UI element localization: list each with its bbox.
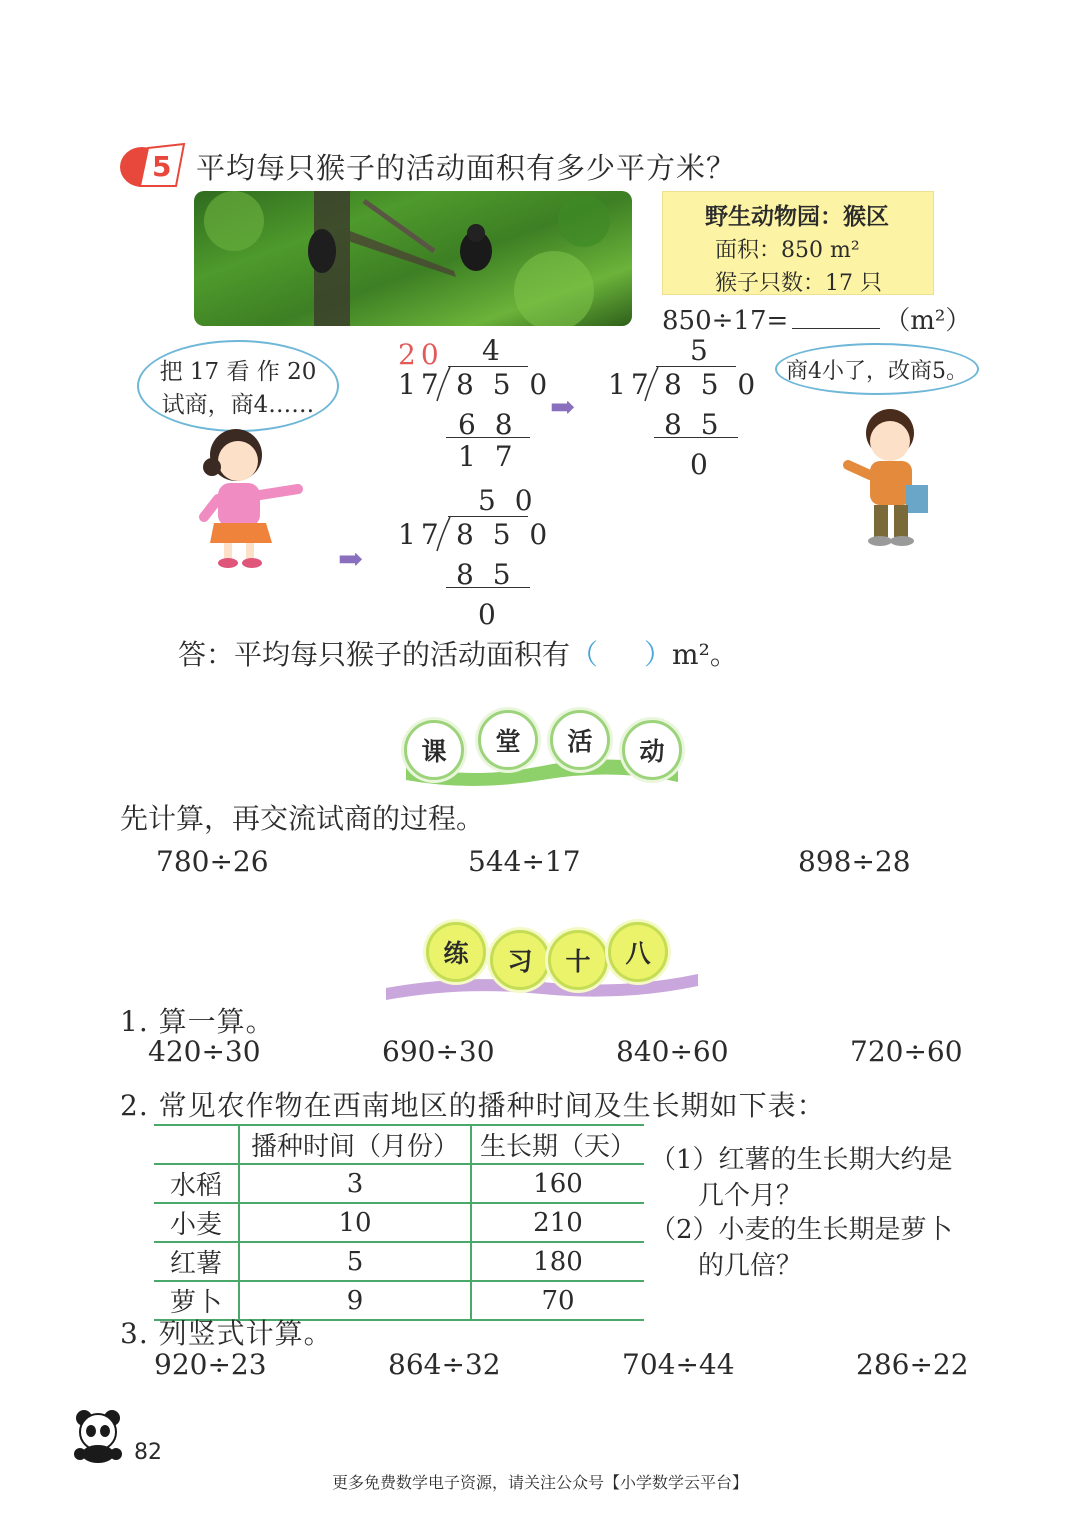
equation-unit: （m²） [884,306,972,336]
activity-problem: 898÷28 [798,845,911,878]
girl-speech-line2: 试商，商4…… [161,392,315,418]
div3-top-line [448,516,528,517]
div1-top-line [448,366,528,367]
girl-speech-line1: 把 17 看 作 20 [159,359,317,385]
info-count: 猴子只数：17 只 [715,271,882,296]
answer-paren-open: （ [570,638,599,671]
div2-remainder: 0 [690,448,713,481]
div2-bracket [644,366,660,406]
example-number: 5 [152,150,172,183]
answer-text: 答：平均每只猴子的活动面积有 [178,638,571,671]
div3-sub-line [446,587,530,588]
activity-header [402,706,682,790]
exercise-header-char: 习 [490,930,550,990]
table-cell: 70 [471,1281,644,1320]
boy-speech-text: 商4小了，改商5。 [786,358,968,384]
div3-quotient: 5 0 [478,484,538,517]
table-cell: 180 [471,1242,644,1281]
table-cell: 水稻 [154,1164,239,1203]
table-cell: 9 [239,1281,471,1320]
div1-dividend: 8 5 0 [456,368,553,401]
div1-remainder: 1 7 [458,440,518,473]
div2-product: 8 5 [664,408,724,441]
q1-problem: 420÷30 [148,1035,261,1068]
table-cell: 210 [471,1203,644,1242]
answer-paren-close: ） [644,638,673,671]
example-question: 平均每只猴子的活动面积有多少平方米？ [196,151,737,185]
activity-header-char: 课 [404,720,464,780]
equation-blank [792,306,880,329]
info-card [662,191,934,295]
div1-sub-line [446,437,530,438]
example-badge-icon [118,140,188,190]
table-cell: 红薯 [154,1242,239,1281]
div3-bracket [436,516,452,556]
q3-problem: 864÷32 [388,1348,501,1381]
exercise-header-char: 练 [426,922,486,982]
q2-subquestion-2 [650,1212,953,1284]
example-badge [118,140,188,190]
arrow-right-icon: ➡ [338,542,364,577]
q3-problem: 920÷23 [154,1348,267,1381]
q1-problem: 720÷60 [850,1035,963,1068]
table-header [154,1125,239,1164]
table-cell: 5 [239,1242,471,1281]
q2-sub1-line2: 几个月？ [698,1181,803,1211]
activity-header-char: 活 [550,710,610,770]
girl-illustration [196,425,311,570]
div2-top-line [656,366,736,367]
q3-problem: 286÷22 [856,1348,969,1381]
activity-problem: 780÷26 [156,845,269,878]
exercise-header [382,920,702,1004]
panda-icon [72,1408,128,1464]
q2-subquestion-1 [650,1142,953,1214]
answer-line [178,633,738,673]
div2-sub-line [654,437,738,438]
answer-unit: m²。 [672,638,738,671]
footer-notice: 更多免费数学电子资源，请关注公众号【小学数学云平台】 [331,1473,748,1492]
q3-title: 3. 列竖式计算。 [120,1317,333,1350]
div1-estimate: 20 [398,338,444,371]
div3-divisor: 17 [398,518,444,551]
q2-sub1-line1: （1）红薯的生长期大约是 [650,1145,953,1175]
activity-header-char: 堂 [478,710,538,770]
q3-problem: 704÷44 [622,1348,735,1381]
activity-header-char: 动 [622,720,682,780]
table-row [154,1164,644,1203]
table-cell: 10 [239,1203,471,1242]
div3-dividend: 8 5 0 [456,518,553,551]
div2-dividend: 8 5 0 [664,368,761,401]
div1-bracket [436,366,452,406]
q1-title: 1. 算一算。 [120,1005,275,1038]
div2-quotient: 5 [690,334,713,367]
table-row [154,1203,644,1242]
q2-sub2-line2: 的几倍？ [698,1251,803,1281]
page-number: 82 [134,1440,162,1465]
q2-sub2-line1: （2）小麦的生长期是萝卜 [650,1215,953,1245]
div1-product: 6 8 [458,408,518,441]
q1-problem: 690÷30 [382,1035,495,1068]
div1-divisor: 17 [398,368,444,401]
table-header-row [154,1125,644,1164]
division-equation [662,300,971,337]
boy-illustration [840,405,940,550]
table-row [154,1242,644,1281]
table-header: 播种时间（月份） [239,1125,471,1164]
q1-problem: 840÷60 [616,1035,729,1068]
table-cell: 小麦 [154,1203,239,1242]
info-title: 野生动物园：猴区 [705,204,889,230]
table-cell: 萝卜 [154,1281,239,1320]
info-area: 面积：850 m² [715,238,860,263]
div1-quotient: 4 [482,334,505,367]
div2-divisor: 17 [608,368,654,401]
arrow-right-icon: ➡ [550,390,576,425]
girl-speech-bubble [137,340,339,432]
div3-remainder: 0 [478,598,501,631]
monkey-forest-photo [194,191,632,326]
crop-table [154,1124,644,1321]
equation-left: 850÷17= [662,306,789,336]
activity-intro: 先计算，再交流试商的过程。 [120,802,485,835]
table-cell: 3 [239,1164,471,1203]
table-cell: 160 [471,1164,644,1203]
exercise-header-char: 十 [548,930,608,990]
exercise-header-char: 八 [608,922,668,982]
activity-problem: 544÷17 [468,845,581,878]
table-header: 生长期（天） [471,1125,644,1164]
div3-product: 8 5 [456,558,516,591]
boy-speech-bubble [775,343,979,395]
q2-title: 2. 常见农作物在西南地区的播种时间及生长期如下表： [120,1089,826,1122]
